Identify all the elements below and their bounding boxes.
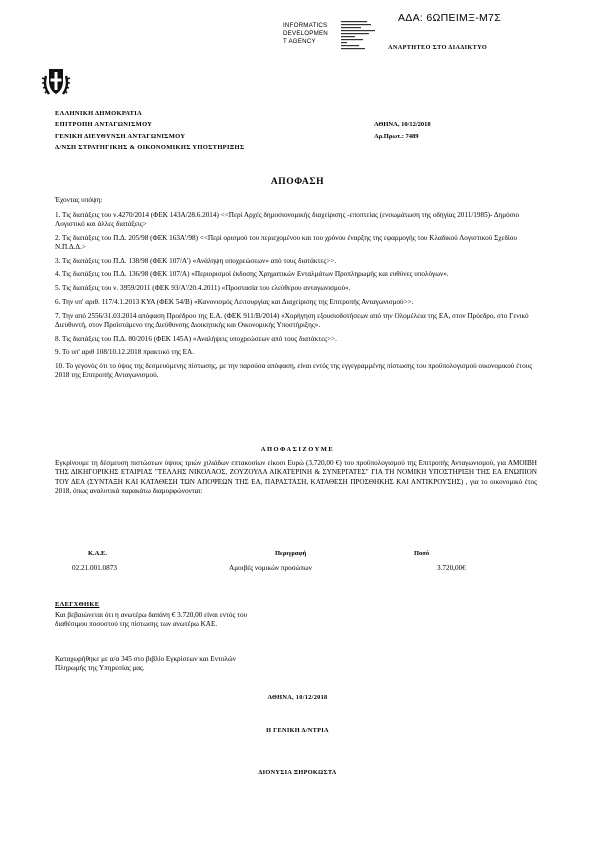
checked-text: Και βεβαιώνεται ότι η ανωτέρω δαπάνη € 3.720,00 είναι εντός του διαθέσιμου ποσοστού της πίστωσης των ανωτέρω ΚΑΕ.: [55, 611, 248, 629]
decision-text: Εγκρίνουμε τη δέσμευση πιστώσεων ύψους τριών χιλιάδων επτακοσίων είκοσι Ευρώ (3.720,00 €) του προϋπολογισμού της Επιτροπής Ανταγωνισμού, για ΑΜΟΙΒΗ ΤΗΣ ΔΙΚΗΓΟΡΙΚΗΣ ΕΤΑΙΡΙΑΣ "ΤΕΛΛΗΣ ΝΙΚΟΛΑΟΣ, ΖΟΥΖΟΥΛΑ ΑΙΚΑΤΕΡΙΝΗ & ΣΥΝΕΡΓΑΤΕΣ" ΓΙΑ ΤΗ ΝΟΜΙΚΗ ΥΠΟΣΤΗΡΙΞΗ ΤΗΣ ΕΑ ΕΝΩΠΙΟΝ ΤΟΥ ΔΕΑ (ΣΥΝΤΑΞΗ ΚΑΙ ΚΑΤΑΘΕΣΗ ΤΩΝ ΑΠΟΨΕΩΝ ΤΗΣ ΕΑ, ΠΑΡΑΣΤΑΣΗ, ΚΑΤΑΘΕΣΗ ΠΡΟΣΘΗΚΗΣ ΚΑΙ ΑΝΤΙΚΡΟΥΣΗΣ) , για το οικονομικό έτος 2018, όπως αναλυτικά παρακάτω διαμορφώνονται:: [55, 459, 537, 496]
posted-online-label: ΑΝΑΡΤΗΤΕΟ ΣΤΟ ΔΙΑΔΙΚΤΥΟ: [388, 44, 488, 51]
issuer-header: [55, 108, 244, 153]
consideration-item: 7. Την από 2556/31.03.2014 απόφαση Προέδρου της Ε.Α. (ΦΕΚ 911/Β/2014) «Χορήγηση εξουσιοδοτήσεων από την Ολομέλεια της ΕΑ, στον Πρόεδρο, στο Γενικό Διευθυντή, στον Προϊστάμενο της Διεύθυνσης Διοικητικής και Οικονομικής Υποστήριξης».: [55, 311, 529, 329]
decision-heading: ΑΠΟΦΑΣΙΖΟΥΜΕ: [260, 446, 335, 453]
signature-role: Η ΓΕΝΙΚΗ Δ/ΝΤΡΙΑ: [266, 727, 329, 734]
consideration-item: 10. Το γεγονός ότι το ύψος της δεσμευόμενης πίστωσης, με την παρούσα απόφαση, είναι εντός της εγγεγραμμένης πίστωσης του προϋπολογισμού οικονομικού έτους 2018 της Επιτροπής Ανταγωνισμού.: [55, 362, 533, 380]
consideration-item: 2. Τις διατάξεις του Π.Δ. 205/98 (ΦΕΚ 163Α'/98) <<Περί ορισμού του περιεχομένου και του χρόνου έναρξης της εφαρμογής του Κλαδικού Λογιστικού Σχεδίου Ν.Π.Δ.Δ.>: [55, 233, 517, 251]
table-header-amount: Ποσό: [414, 550, 430, 557]
consideration-item: 9. Το υπ' αριθ 108/10.12.2018 πρακτικό της ΕΑ.: [55, 348, 195, 357]
agency-line: INFORMATICS: [283, 22, 328, 29]
consideration-item: 5. Τις διατάξεις του ν. 3959/2011 (ΦΕΚ 93/Α'/20.4.2011) «Προστασία του ελεύθερου ανταγωνισμού».: [55, 284, 351, 293]
document-title: ΑΠΟΦΑΣΗ: [270, 177, 325, 187]
table-cell-amount: 3.720,00€: [437, 564, 466, 572]
hellenic-republic-emblem-icon: [37, 62, 75, 100]
protocol-number: Αρ.Πρωτ.: 7489: [374, 133, 419, 140]
table-header-kae: Κ.Α.Ε.: [88, 550, 107, 557]
header-line: Δ/ΝΣΗ ΣΤΡΑΤΗΓΙΚΗΣ & ΟΙΚΟΝΟΜΙΚΗΣ ΥΠΟΣΤΗΡΙΞΗΣ: [55, 143, 245, 151]
intro-text: Έχοντας υπόψη:: [55, 196, 103, 204]
consideration-item: 8. Τις διατάξεις του Π.Δ. 80/2016 (ΦΕΚ 145Α) «Αναλήψεις υποχρεώσεων από τους διατάκτες>>.: [55, 334, 337, 343]
signature-place-date: ΑΘΗΝΑ, 10/12/2018: [267, 694, 328, 701]
header-line: ΕΠΙΤΡΟΠΗ ΑΝΤΑΓΩΝΙΣΜΟΥ: [55, 121, 153, 129]
agency-line: T AGENCY: [283, 38, 316, 46]
considerations-list: [55, 211, 533, 385]
date-protocol-block: [374, 119, 431, 143]
table-header-description: Περιγραφή: [275, 550, 307, 557]
header-line: ΕΛΛΗΝΙΚΗ ΔΗΜΟΚΡΑΤΙΑ: [55, 110, 143, 117]
table-cell-kae: 02.21.001.0873: [72, 564, 117, 572]
consideration-item: 1. Τις διατάξεις του ν.4270/2014 (ΦΕΚ 143Α/28.6.2014) <<Περί Αρχές δημοσιονομικής διαχείρισης -εποπτείας (ενσωμάτωση της οδηγίας 2011/1985)- Δημόσιο Λογιστικό και άλλες διατάξεις>: [55, 211, 520, 228]
ada-code: ΑΔΑ: 6ΩΠΕΙΜΞ-Μ7Σ: [398, 12, 501, 24]
signature-name: ΔΙΟΝΥΣΙΑ ΞΗΡΟΚΩΣΤΑ: [258, 769, 337, 776]
agency-signature-mark: [341, 20, 385, 54]
registry-text: Καταχωρήθηκε με α/α 345 στο βιβλίο Εγκρίσεων και Εντολών Πληρωμής της Υπηρεσίας μας.: [55, 655, 236, 673]
document-date: ΑΘΗΝΑ, 10/12/2018: [374, 121, 431, 128]
header-line: ΓΕΝΙΚΗ ΔΙΕΥΘΥΝΣΗ ΑΝΤΑΓΩΝΙΣΜΟΥ: [55, 132, 186, 140]
consideration-item: 4. Τις διατάξεις του Π.Δ. 136/98 (ΦΕΚ 107/Α) «Περιορισμοί έκδοσης Χρηματικών Ενταλμάτων Προπληρωμής και ευθύνες υπολόγων».: [55, 270, 449, 279]
checked-heading: ΕΛΕΓΧΘΗΚΕ: [55, 601, 100, 608]
agency-name: [283, 22, 328, 47]
consideration-item: 3. Τις διατάξεις του Π.Δ. 138/98 (ΦΕΚ 107/Α') «Ανάληψη υποχρεώσεων» από τους διατάκτες>>.: [55, 256, 337, 265]
consideration-item: 6. Την υπ' αριθ. 117/4.1.2013 ΚΥΑ (ΦΕΚ 54/Β) «Κανονισμός Λειτουργίας και Διαχείρισης της Επιτροπής Ανταγωνισμού>>.: [55, 297, 414, 306]
table-cell-description: Αμοιβές νομικών προσώπων: [229, 564, 312, 572]
agency-line: DEVELOPMEN: [283, 30, 328, 38]
